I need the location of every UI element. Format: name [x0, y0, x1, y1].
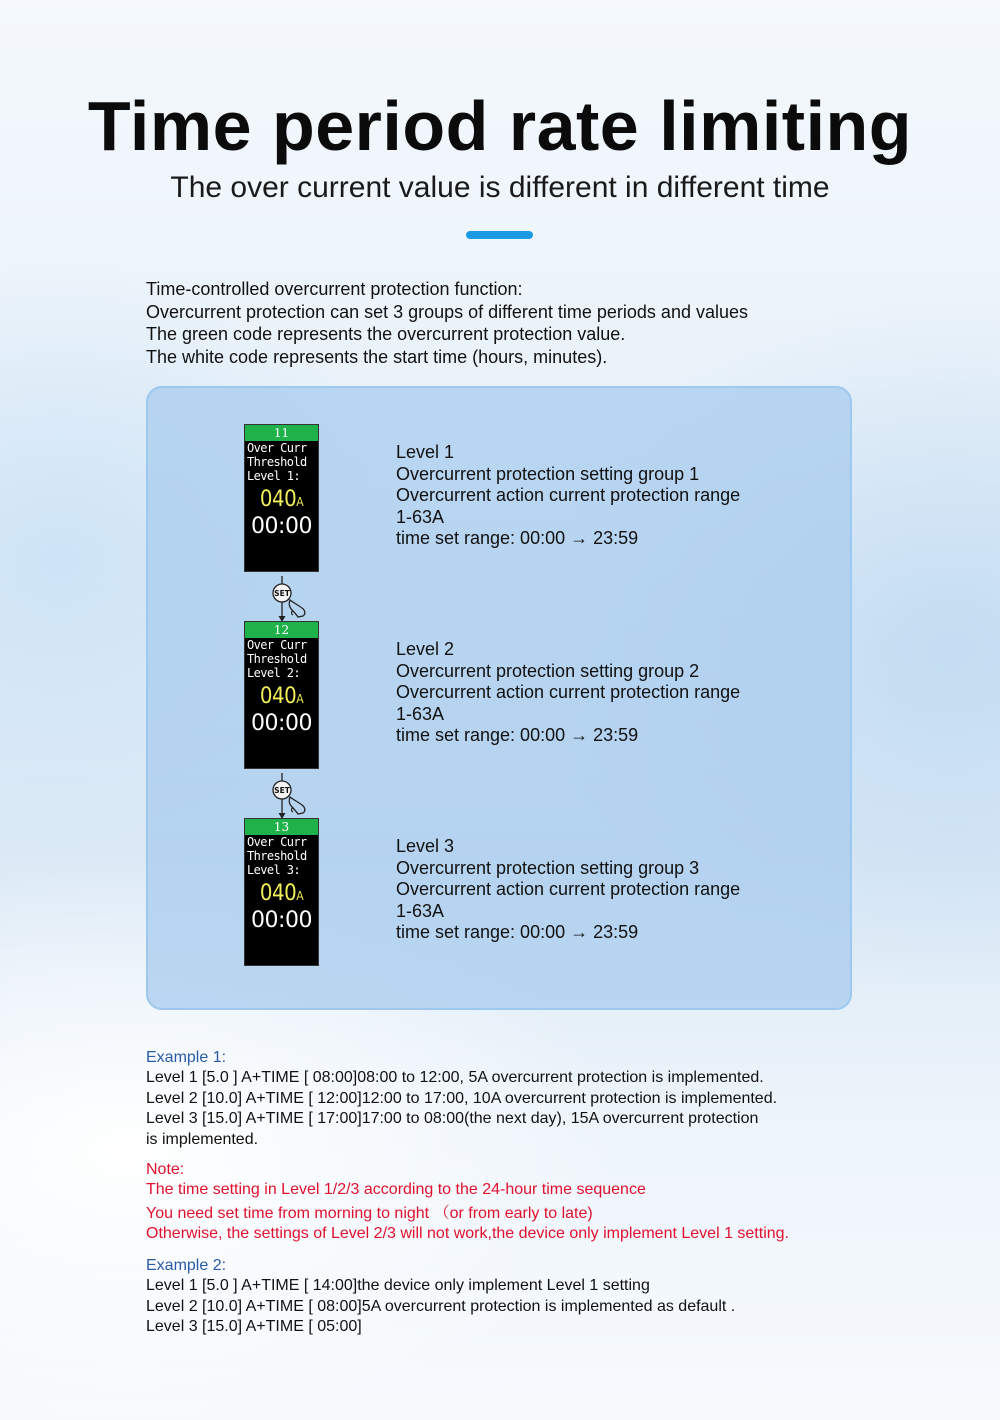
level-title: Level 2: [396, 639, 455, 659]
level-line: time set range: 00:00 → 23:59: [396, 725, 639, 746]
example-line: Level 2 [10.0] A+TIME [ 08:00]5A overcurrent protection is implemented as default .: [146, 1297, 736, 1315]
intro-line: The white code represents the start time (hours, minutes).: [146, 346, 608, 367]
level-2-description: [396, 639, 740, 747]
level-line: time set range: 00:00 → 23:59: [396, 528, 639, 549]
level-line: 1-63A: [396, 703, 445, 724]
set-press-icon: [268, 576, 312, 624]
level-3-description: [396, 836, 740, 944]
example-1: [146, 1048, 777, 1150]
level-line: 1-63A: [396, 900, 445, 921]
example-line: Level 2 [10.0] A+TIME [ 12:00]12:00 to 17:00, 10A overcurrent protection is implemented.: [146, 1089, 778, 1107]
screen-number: 11: [245, 425, 318, 441]
example-2: [146, 1256, 735, 1338]
level-line: Overcurrent protection setting group 2: [396, 660, 700, 681]
screen-line: Threshold: [247, 849, 307, 863]
current-value: 040A: [259, 684, 304, 709]
current-value: 040A: [259, 487, 304, 512]
start-time: 00:00: [251, 711, 312, 736]
example-line: Level 3 [15.0] A+TIME [ 17:00]17:00 to 08:00(the next day), 15A overcurrent protection: [146, 1110, 759, 1128]
level-line: Overcurrent action current protection range: [396, 485, 741, 506]
screen-line: Over Curr: [247, 835, 307, 849]
screen-number: 12: [245, 622, 318, 638]
set-button-label: SET: [274, 786, 290, 795]
level-line: Overcurrent protection setting group 3: [396, 857, 700, 878]
screen-line: Over Curr: [247, 638, 307, 652]
level-line: 1-63A: [396, 506, 445, 527]
example-label: Example 2:: [146, 1257, 227, 1274]
screen-line: Level 3:: [247, 863, 300, 877]
start-time: 00:00: [251, 514, 312, 539]
note-line: The time setting in Level 1/2/3 according to the 24-hour time sequence: [146, 1181, 646, 1199]
current-value: 040A: [259, 881, 304, 906]
level-1-description: [396, 442, 740, 550]
level-line: time set range: 00:00 → 23:59: [396, 922, 639, 943]
set-button-label: SET: [274, 589, 290, 598]
intro-line: Time-controlled overcurrent protection function:: [146, 279, 523, 299]
intro-text: [146, 278, 748, 368]
screen-line: Over Curr: [247, 441, 307, 455]
page-subtitle: The over current value is different in different time: [170, 171, 830, 204]
screen-line: Level 1:: [247, 469, 300, 483]
level-title: Level 1: [396, 442, 455, 462]
screen-line: Threshold: [247, 455, 307, 469]
device-screen-level-2: [244, 621, 319, 769]
start-time: 00:00: [251, 908, 312, 933]
example-label: Example 1:: [146, 1049, 227, 1066]
note-line: You need set time from morning to night （or from early to late): [146, 1204, 593, 1222]
accent-divider: [466, 231, 533, 239]
note: [146, 1160, 789, 1245]
page-title: Time period rate limiting: [87, 87, 913, 165]
device-screen-level-3: [244, 818, 319, 966]
example-line: is implemented.: [146, 1130, 259, 1148]
level-line: Overcurrent protection setting group 1: [396, 463, 700, 484]
intro-line: The green code represents the overcurrent protection value.: [146, 324, 626, 344]
screen-line: Level 2:: [247, 666, 300, 680]
intro-line: Overcurrent protection can set 3 groups of different time periods and values: [146, 301, 748, 322]
screen-line: Threshold: [247, 652, 307, 666]
note-label: Note:: [146, 1161, 185, 1178]
note-line: Otherwise, the settings of Level 2/3 will not work,the device only implement Level 1 setting.: [146, 1225, 789, 1243]
screen-number: 13: [245, 819, 318, 835]
set-press-icon: [268, 773, 312, 821]
example-line: Level 3 [15.0] A+TIME [ 05:00]: [146, 1318, 362, 1336]
device-screen-level-1: [244, 424, 319, 572]
example-line: Level 1 [5.0 ] A+TIME [ 08:00]08:00 to 12:00, 5A overcurrent protection is implemented.: [146, 1069, 764, 1087]
level-title: Level 3: [396, 836, 455, 856]
level-line: Overcurrent action current protection range: [396, 879, 741, 900]
level-line: Overcurrent action current protection range: [396, 682, 741, 703]
example-line: Level 1 [5.0 ] A+TIME [ 14:00]the device only implement Level 1 setting: [146, 1277, 650, 1295]
